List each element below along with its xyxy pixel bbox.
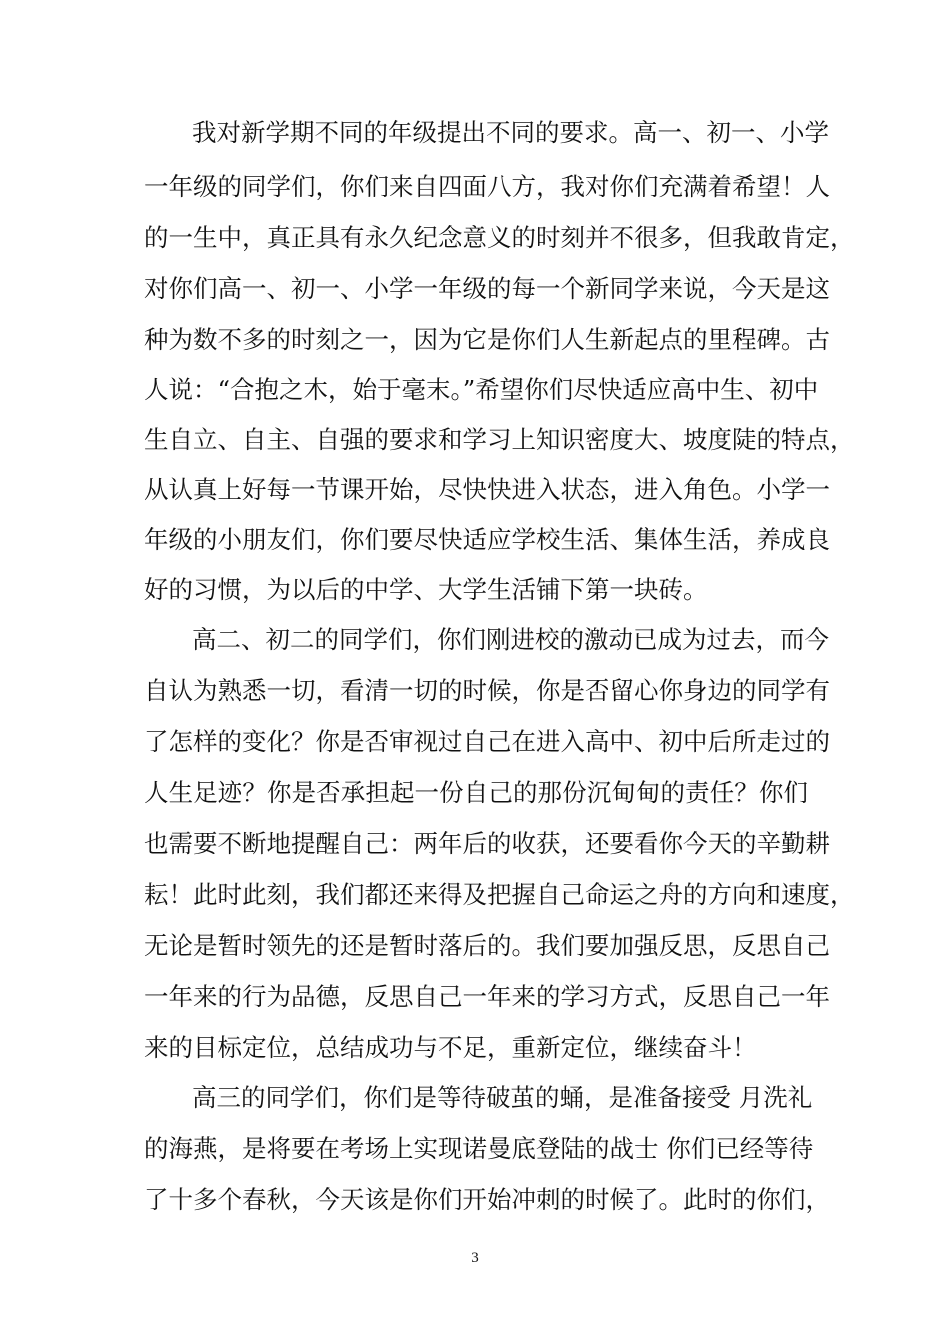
- paragraph-3-line-3: 了十多个春秋，今天该是你们开始冲刺的时候了。此时的你们，: [144, 1185, 830, 1214]
- paragraph-1-line-8: 从认真上好每一节课开始，尽快快进入状态，进入角色。小学一: [144, 475, 830, 504]
- paragraph-1-line-10: 好的习惯，为以后的中学、大学生活铺下第一块砖。: [144, 575, 708, 604]
- paragraph-2-line-9: 来的目标定位，总结成功与不足，重新定位，继续奋斗！: [144, 1033, 757, 1062]
- paragraph-2-line-8: 一年来的行为品德，反思自己一年来的学习方式，反思自己一年: [144, 982, 830, 1011]
- paragraph-2-line-4: 人生足迹？你是否承担起一份自己的那份沉甸甸的责任？你们: [144, 778, 808, 807]
- paragraph-2-line-6: 耘！此时此刻，我们都还来得及把握自己命运之舟的方向和速度，: [144, 880, 855, 909]
- paragraph-1-line-5: 种为数不多的时刻之一，因为它是你们人生新起点的里程碑。古: [144, 325, 830, 354]
- paragraph-2-line-2: 自认为熟悉一切，看清一切的时候，你是否留心你身边的同学有: [144, 676, 830, 705]
- paragraph-1-line-6: 人说：“合抱之木，始于毫末。”希望你们尽快适应高中生、初中: [144, 375, 819, 404]
- paragraph-1-line-9: 年级的小朋友们，你们要尽快适应学校生活、集体生活，养成良: [144, 525, 830, 554]
- paragraph-1-line-7: 生自立、自主、自强的要求和学习上知识密度大、坡度陡的特点，: [144, 425, 855, 454]
- paragraph-2-line-1: 高二、初二的同学们，你们刚进校的激动已成为过去，而今: [192, 625, 829, 654]
- paragraph-3-line-2: 的海燕，是将要在考场上实现诺曼底登陆的战士 你们已经等待: [144, 1134, 814, 1163]
- paragraph-1-line-3: 的一生中，真正具有永久纪念意义的时刻并不很多，但我敢肯定，: [144, 223, 855, 252]
- paragraph-1-line-2: 一年级的同学们，你们来自四面八方，我对你们充满着希望！人: [144, 172, 830, 201]
- paragraph-1-line-1: 我对新学期不同的年级提出不同的要求。高一、初一、小学: [192, 118, 829, 147]
- paragraph-3-line-1: 高三的同学们，你们是等待破茧的蛹，是准备接受 月洗礼: [192, 1083, 813, 1112]
- paragraph-2-line-7: 无论是暂时领先的还是暂时落后的。我们要加强反思，反思自己: [144, 931, 830, 960]
- paragraph-2-line-5: 也需要不断地提醒自己：两年后的收获，还要看你今天的辛勤耕: [144, 829, 830, 858]
- page-number: 3: [471, 1250, 479, 1266]
- paragraph-2-line-3: 了怎样的变化？你是否审视过自己在进入高中、初中后所走过的: [144, 727, 830, 756]
- paragraph-1-line-4: 对你们高一、初一、小学一年级的每一个新同学来说，今天是这: [144, 274, 830, 303]
